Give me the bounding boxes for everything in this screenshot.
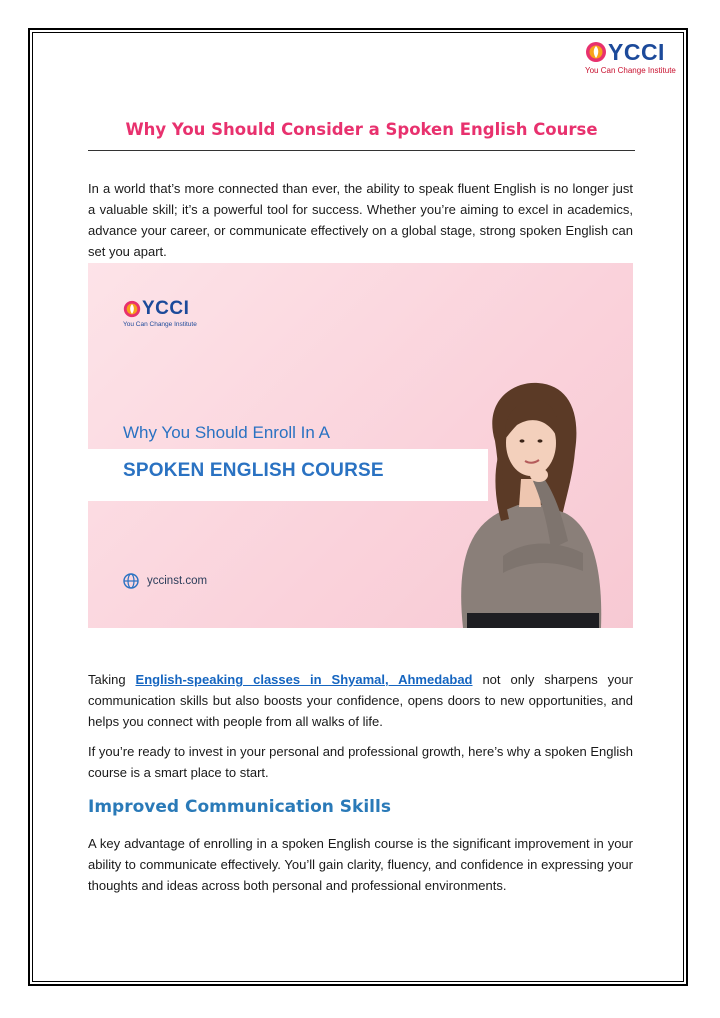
globe-icon <box>123 573 139 589</box>
classes-paragraph-lead: Taking <box>88 672 136 687</box>
banner-logo <box>123 299 197 328</box>
banner-logo-name: YCCI <box>142 298 190 319</box>
banner-website <box>123 573 207 589</box>
course-banner-image <box>88 263 633 628</box>
banner-logo-tagline: You Can Change Institute <box>123 321 197 328</box>
logo-tagline: You Can Change Institute <box>585 66 676 75</box>
classes-paragraph-rest: not only sharpens your communication skills but also boosts your confidence, opens doors to new opportunities, and helps you connect with people from all walks of life. <box>88 672 633 729</box>
invest-paragraph: If you’re ready to invest in your personal and professional growth, here’s why a spoken English course is a smart place to start. <box>88 744 633 780</box>
classes-paragraph <box>88 669 633 732</box>
title-divider <box>88 150 635 151</box>
banner-headline-1: Why You Should Enroll In A <box>123 423 330 442</box>
communication-paragraph: A key advantage of enrolling in a spoken English course is the significant improvement in your ability to communicate effectively. You’ll gain clarity, fluency, and confidence in expressing your thoughts and ideas across both personal and professional environments. <box>88 836 633 893</box>
website-text: yccinst.com <box>147 575 208 587</box>
thinking-woman-illustration <box>443 381 613 628</box>
banner-headline-2: SPOKEN ENGLISH COURSE <box>123 460 384 481</box>
logo-name: YCCI <box>608 39 665 65</box>
ycci-logo-icon <box>585 41 607 63</box>
banner-logo-icon <box>123 300 141 318</box>
section-heading: Improved Communication Skills <box>88 797 391 817</box>
intro-paragraph: In a world that’s more connected than ever, the ability to speak fluent English is no longer just a valuable skill; it’s a powerful tool for success. Whether you’re aiming to excel in academics, advance your career, or communicate effectively on a global stage, strong spoken English can set you apart. <box>88 181 633 259</box>
page-title: Why You Should Consider a Spoken English Course <box>125 120 598 139</box>
ycci-logo <box>585 40 680 82</box>
english-classes-link[interactable]: English-speaking classes in Shyamal, Ahmedabad <box>135 672 473 687</box>
